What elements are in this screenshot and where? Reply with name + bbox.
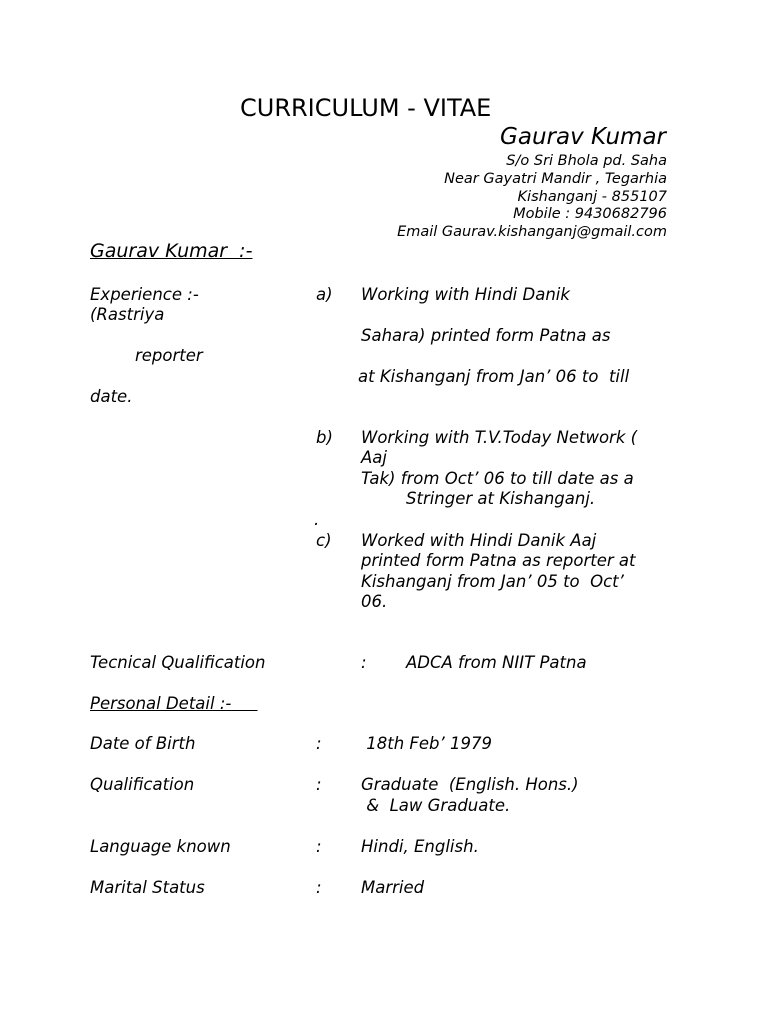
- item-a-line: Working with Hindi Danik: [361, 285, 570, 304]
- item-c-line: printed form Patna as reporter at: [361, 551, 636, 570]
- mobile-line: Mobile : 9430682796: [513, 206, 667, 222]
- item-c-line: Kishanganj from Jan’ 05 to Oct’: [361, 572, 624, 591]
- dob-label: Date of Birth: [90, 734, 196, 753]
- applicant-name: Gaurav Kumar: [500, 124, 666, 150]
- experience-label-line-3: reporter: [135, 346, 203, 365]
- item-a-line: at Kishanganj from Jan’ 06 to till: [358, 367, 630, 386]
- marital-colon: :: [316, 878, 322, 897]
- marital-label: Marital Status: [90, 878, 205, 897]
- qualification-label: Qualification: [90, 775, 195, 794]
- item-c-stray-dot: .: [314, 510, 320, 529]
- language-label: Language known: [90, 837, 231, 856]
- dob-value: 18th Feb’ 1979: [361, 734, 493, 753]
- address-line-3: Kishanganj - 855107: [517, 189, 667, 205]
- section-heading-name: Gaurav Kumar :-: [90, 240, 253, 262]
- qualification-value-2: & Law Graduate.: [361, 796, 511, 815]
- experience-label-line-4: date.: [90, 387, 133, 406]
- item-c-marker: c): [316, 531, 332, 550]
- technical-colon: :: [361, 653, 367, 672]
- item-a-line: Sahara) printed form Patna as: [361, 326, 611, 345]
- technical-label: Tecnical Qualification: [90, 653, 266, 672]
- email-line: Email Gaurav.kishanganj@gmail.com: [397, 224, 667, 240]
- dob-colon: :: [316, 734, 322, 753]
- address-line-2: Near Gayatri Mandir , Tegarhia: [444, 171, 667, 187]
- item-c-line: 06.: [361, 592, 388, 611]
- item-a-marker: a): [316, 285, 333, 304]
- personal-detail-heading: Personal Detail :-: [90, 694, 258, 713]
- item-c-line: Worked with Hindi Danik Aaj: [361, 531, 597, 550]
- item-b-line: Tak) from Oct’ 06 to till date as a: [361, 469, 634, 488]
- item-b-marker: b): [316, 428, 333, 447]
- item-b-line: Aaj: [361, 448, 387, 467]
- language-colon: :: [316, 837, 322, 856]
- address-line-1: S/o Sri Bhola pd. Saha: [506, 153, 667, 169]
- item-b-line: Working with T.V.Today Network (: [361, 428, 638, 447]
- document-title: CURRICULUM - VITAE: [240, 94, 492, 122]
- item-b-line: Stringer at Kishanganj.: [406, 489, 596, 508]
- language-value: Hindi, English.: [361, 837, 479, 856]
- technical-value: ADCA from NIIT Patna: [406, 653, 587, 672]
- qualification-value: Graduate (English. Hons.): [361, 775, 579, 794]
- qualification-colon: :: [316, 775, 322, 794]
- experience-label: Experience :-: [90, 285, 199, 304]
- experience-label-line-2: (Rastriya: [90, 305, 165, 324]
- marital-value: Married: [361, 878, 425, 897]
